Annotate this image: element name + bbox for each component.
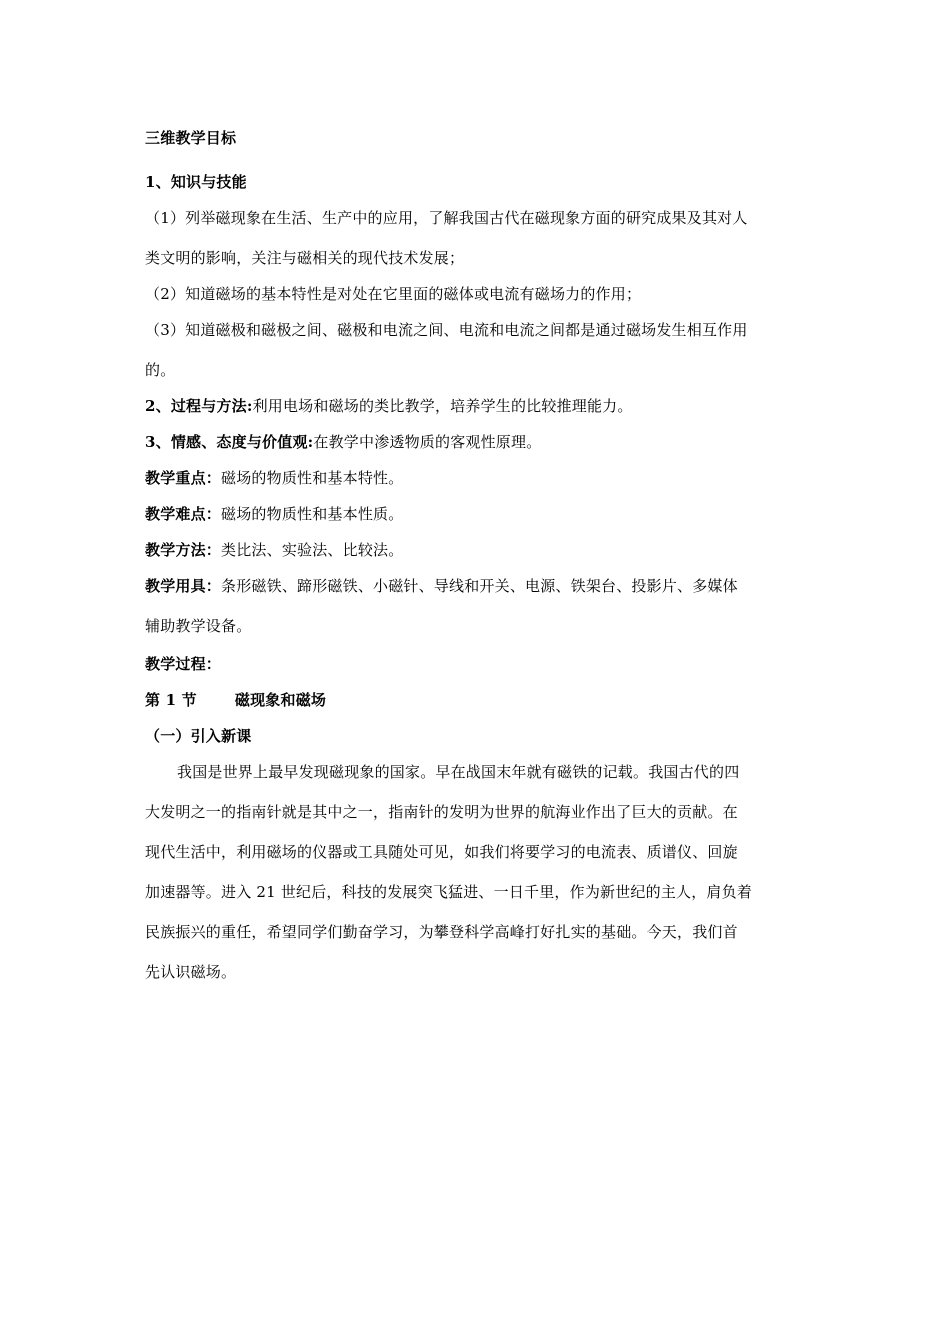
tools-text-line1: 条形磁铁、蹄形磁铁、小磁针、导线和开关、电源、铁架台、投影片、多媒体	[221, 577, 738, 595]
methods-text: 类比法、实验法、比较法。	[221, 541, 404, 559]
key-point	[145, 468, 810, 488]
section3	[145, 432, 810, 452]
key-point-text: 磁场的物质性和基本特性。	[221, 469, 404, 487]
section1-item1-line1: （1）列举磁现象在生活、生产中的应用，了解我国古代在磁现象方面的研究成果及其对人	[145, 209, 748, 227]
section1-item3-line2: 的。	[145, 361, 176, 379]
section2-heading: 2、过程与方法:	[145, 397, 253, 415]
intro-paragraph-line: 民族振兴的重任，希望同学们勤奋学习，为攀登科学高峰打好扎实的基础。今天，我们首	[145, 923, 738, 941]
section2-text: 利用电场和磁场的类比教学，培养学生的比较推理能力。	[252, 397, 633, 415]
intro-heading: （一）引入新课	[145, 727, 252, 745]
intro-paragraph-line: 大发明之一的指南针就是其中之一，指南针的发明为世界的航海业作出了巨大的贡献。在	[145, 803, 738, 821]
tools-text-line2: 辅助教学设备。	[145, 617, 252, 635]
section1-item3-line1: （3）知道磁极和磁极之间、磁极和电流之间、电流和电流之间都是通过磁场发生相互作用	[145, 321, 748, 339]
intro-paragraph-line: 加速器等。进入 21 世纪后，科技的发展突飞猛进、一日千里，作为新世纪的主人，肩负着	[145, 883, 753, 901]
methods-label: 教学方法：	[145, 541, 222, 559]
section3-text: 在教学中渗透物质的客观性原理。	[313, 433, 542, 451]
difficulty-label: 教学难点：	[145, 505, 222, 523]
section3-heading: 3、情感、态度与价值观:	[145, 433, 314, 451]
section2	[145, 396, 810, 416]
intro-paragraph-line: 现代生活中，利用磁场的仪器或工具随处可见，如我们将要学习的电流表、质谱仪、回旋	[145, 843, 738, 861]
section1-item1-line2: 类文明的影响，关注与磁相关的现代技术发展；	[145, 249, 465, 267]
difficulty-text: 磁场的物质性和基本性质。	[221, 505, 404, 523]
intro-paragraph-line: 先认识磁场。	[145, 963, 237, 981]
tools	[145, 576, 810, 596]
doc-title: 三维教学目标	[145, 129, 237, 147]
section1-item2: （2）知道磁场的基本特性是对处在它里面的磁体或电流有磁场力的作用；	[145, 285, 642, 303]
intro-paragraph-line: 我国是世界上最早发现磁现象的国家。早在战国末年就有磁铁的记载。我国古代的四	[177, 763, 740, 781]
section1-heading: 1、知识与技能	[145, 173, 247, 191]
process-label: 教学过程：	[145, 655, 222, 673]
lesson-number: 第 1 节	[145, 691, 197, 709]
difficulty	[145, 504, 810, 524]
lesson-title: 磁现象和磁场	[234, 691, 327, 709]
methods	[145, 540, 810, 560]
lesson-heading	[145, 690, 810, 710]
tools-label: 教学用具：	[145, 577, 222, 595]
key-point-label: 教学重点：	[145, 469, 222, 487]
